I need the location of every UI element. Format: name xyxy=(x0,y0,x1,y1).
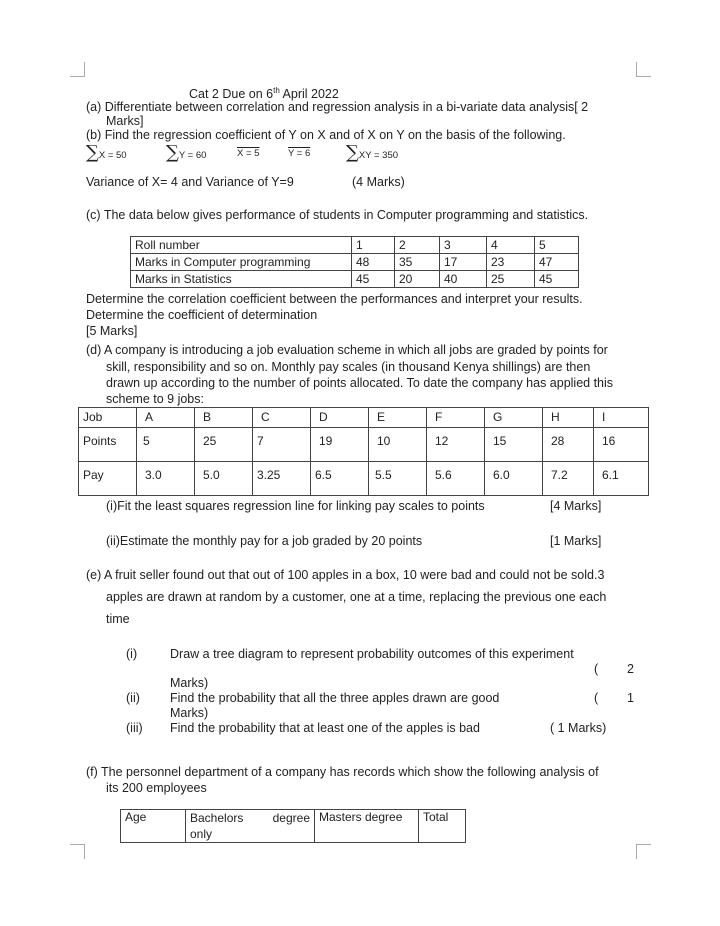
table-row xyxy=(121,810,466,843)
table-cell: 3 xyxy=(440,237,487,254)
question-d-line4: scheme to 9 jobs: xyxy=(106,392,204,406)
table-cell: E xyxy=(369,408,427,428)
question-a-line1: (a) Differentiate between correlation and regression analysis in a bi-variate data analysis[ 2 xyxy=(86,100,589,114)
table-cell: 28 xyxy=(543,428,594,462)
question-e-ii-paren: ( xyxy=(594,691,599,705)
formula-sum-xy: ∑XY = 350 xyxy=(346,142,399,163)
table-cell: 16 xyxy=(594,428,649,462)
corner-mark-bottom-right xyxy=(636,844,651,859)
question-e-iii-number: (iii) xyxy=(126,721,143,735)
table-cell: Roll number xyxy=(131,237,352,254)
question-d-line2: skill, responsibility and so on. Monthly pay scales (in thousand Kenya shillings) are then xyxy=(106,360,591,374)
question-e-i-mark-count: 2 xyxy=(627,662,634,676)
question-d-line3: drawn up according to the number of points allocated. To date the company has applied this xyxy=(106,376,614,390)
question-e-ii-number: (ii) xyxy=(126,691,140,705)
table-row xyxy=(131,237,579,254)
question-e-i-marks: Marks) xyxy=(170,676,209,690)
formula-sum-x: ∑X = 50 xyxy=(86,142,127,163)
question-a-line2: Marks] xyxy=(106,114,144,128)
question-f-line1: (f) The personnel department of a company has records which show the following analysis of xyxy=(86,765,599,779)
corner-mark-top-right xyxy=(636,62,651,77)
table-cell: 10 xyxy=(369,428,427,462)
table-cell: G xyxy=(485,408,543,428)
students-marks-table xyxy=(130,236,579,288)
table-cell: 25 xyxy=(195,428,253,462)
table-cell: 5 xyxy=(535,237,579,254)
table-cell: 7 xyxy=(253,428,311,462)
job-evaluation-table xyxy=(78,407,649,496)
table-cell: Marks in Statistics xyxy=(131,271,352,288)
question-e-ii-text: Find the probability that all the three apples drawn are good xyxy=(170,691,500,705)
question-c-marks: [5 Marks] xyxy=(86,324,138,338)
question-f-line2: its 200 employees xyxy=(106,781,207,795)
variance-line: Variance of X= 4 and Variance of Y=9 xyxy=(86,175,294,189)
table-cell: 1 xyxy=(352,237,395,254)
table-header-age: Age xyxy=(121,810,186,843)
table-cell: F xyxy=(427,408,485,428)
table-cell: 6.5 xyxy=(311,462,369,496)
question-b-marks: (4 Marks) xyxy=(352,175,405,189)
question-e-i-text: Draw a tree diagram to represent probability outcomes of this experiment xyxy=(170,647,574,661)
question-c-after1: Determine the correlation coefficient between the performances and interpret your results. xyxy=(86,292,583,306)
table-cell: H xyxy=(543,408,594,428)
question-d-part-ii: (ii)Estimate the monthly pay for a job graded by 20 points xyxy=(106,534,423,548)
table-header-bachelors: Bachelors degree only xyxy=(186,810,315,843)
question-c-after2: Determine the coefficient of determination xyxy=(86,308,318,322)
table-cell: Marks in Computer programming xyxy=(131,254,352,271)
question-e-line3: time xyxy=(106,612,130,626)
table-cell: 25 xyxy=(487,271,535,288)
table-row xyxy=(131,271,579,288)
table-cell: 6.0 xyxy=(485,462,543,496)
question-b-line1: (b) Find the regression coefficient of Y on X and of X on Y on the basis of the following. xyxy=(86,128,566,142)
question-e-line1: (e) A fruit seller found out that out of 100 apples in a box, 10 were bad and could not be sold.3 xyxy=(86,568,605,582)
table-cell: 5 xyxy=(137,428,195,462)
question-e-line2: apples are drawn at random by a customer, one at a time, replacing the previous one each xyxy=(106,590,607,604)
table-cell: 35 xyxy=(395,254,440,271)
table-cell: 47 xyxy=(535,254,579,271)
table-cell: 23 xyxy=(487,254,535,271)
table-cell: 17 xyxy=(440,254,487,271)
question-e-i-number: (i) xyxy=(126,647,138,661)
formula-mean-x: X = 5 xyxy=(237,148,260,159)
table-cell: 40 xyxy=(440,271,487,288)
table-cell: 3.0 xyxy=(137,462,195,496)
corner-mark-top-left xyxy=(70,62,85,77)
table-cell: 5.6 xyxy=(427,462,485,496)
table-cell: 20 xyxy=(395,271,440,288)
table-cell: Job xyxy=(79,408,137,428)
table-cell: 15 xyxy=(485,428,543,462)
table-cell: 45 xyxy=(535,271,579,288)
table-header-masters: Masters degree xyxy=(315,810,419,843)
table-cell: 2 xyxy=(395,237,440,254)
table-cell: 12 xyxy=(427,428,485,462)
question-c-line1: (c) The data below gives performance of students in Computer programming and statistics. xyxy=(86,208,589,222)
question-e-iii-marks: ( 1 Marks) xyxy=(550,721,607,735)
question-e-i-paren: ( xyxy=(594,662,599,676)
table-cell: A xyxy=(137,408,195,428)
question-d-line1: (d) A company is introducing a job evaluation scheme in which all jobs are graded by points for xyxy=(86,343,608,357)
question-e-ii-marks: Marks) xyxy=(170,706,209,720)
page-title: Cat 2 Due on 6th April 2022 xyxy=(189,86,339,102)
table-row xyxy=(131,254,579,271)
table-cell: Pay xyxy=(79,462,137,496)
question-d-part-i: (i)Fit the least squares regression line for linking pay scales to points xyxy=(106,499,485,513)
table-cell: C xyxy=(253,408,311,428)
question-d-part-ii-marks: [1 Marks] xyxy=(550,534,602,548)
question-d-part-i-marks: [4 Marks] xyxy=(550,499,602,513)
table-cell: B xyxy=(195,408,253,428)
table-row xyxy=(79,408,649,428)
table-cell: I xyxy=(594,408,649,428)
table-cell: 4 xyxy=(487,237,535,254)
table-cell: 19 xyxy=(311,428,369,462)
table-header-total: Total xyxy=(419,810,466,843)
table-cell: 7.2 xyxy=(543,462,594,496)
corner-mark-bottom-left xyxy=(70,844,85,859)
question-e-iii-text: Find the probability that at least one of the apples is bad xyxy=(170,721,480,735)
employee-analysis-table xyxy=(120,809,466,843)
question-e-ii-mark-count: 1 xyxy=(627,691,634,705)
table-cell: 5.5 xyxy=(369,462,427,496)
table-cell: Points xyxy=(79,428,137,462)
table-cell: 48 xyxy=(352,254,395,271)
table-cell: 45 xyxy=(352,271,395,288)
formula-sum-y: ∑Y = 60 xyxy=(166,142,207,163)
table-cell: 6.1 xyxy=(594,462,649,496)
table-row xyxy=(79,428,649,462)
table-cell: D xyxy=(311,408,369,428)
table-row xyxy=(79,462,649,496)
table-cell: 5.0 xyxy=(195,462,253,496)
formula-mean-y: Y = 6 xyxy=(288,148,311,159)
table-cell: 3.25 xyxy=(253,462,311,496)
